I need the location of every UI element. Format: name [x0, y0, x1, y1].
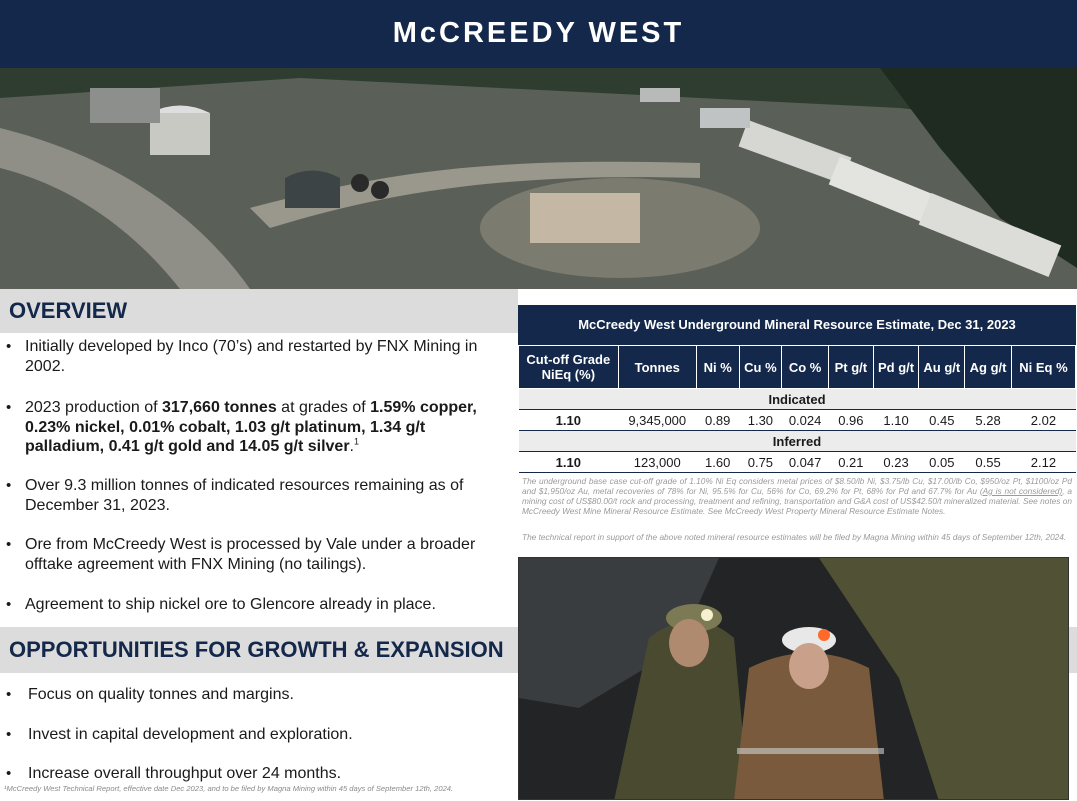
table-header-row: [519, 346, 1076, 389]
group-row-indicated: [519, 389, 1076, 410]
table-cell: 1.30: [739, 410, 782, 431]
opportunities-heading: OPPORTUNITIES FOR GROWTH & EXPANSION: [0, 627, 1077, 673]
column-header: Pt g/t: [828, 346, 873, 389]
table-note-2: The technical report in support of the above noted mineral resource estimates will be filed by Magna Mining within 45 days of September 12th, 2024.: [522, 532, 1067, 542]
table-row: [519, 410, 1076, 431]
table-cell: 5.28: [965, 410, 1012, 431]
resource-table: [518, 305, 1076, 473]
table-cell: 0.55: [965, 452, 1012, 473]
page-title: McCREEDY WEST: [0, 0, 1077, 68]
column-header: Cu %: [739, 346, 782, 389]
list-item: • Ore from McCreedy West is processed by Vale under a broader offtake agreement with FNX Mining (no tailings).: [6, 535, 498, 574]
table-cell: 1.10: [873, 410, 919, 431]
list-item: • Increase overall throughput over 24 months.: [6, 764, 498, 784]
overview-heading: OVERVIEW: [0, 289, 518, 333]
table-cell: 2.12: [1011, 452, 1075, 473]
list-item: • Over 9.3 million tonnes of indicated resources remaining as of December 31, 2023.: [6, 476, 498, 515]
group-row-inferred: [519, 431, 1076, 452]
footnote-ref: 1: [354, 436, 360, 447]
column-header: Ni Eq %: [1011, 346, 1075, 389]
column-header: Ag g/t: [965, 346, 1012, 389]
table-cell: 1.10: [519, 452, 619, 473]
column-header: Cut-off Grade NiEq (%): [519, 346, 619, 389]
table-cell: 1.60: [696, 452, 739, 473]
group-label: Indicated: [519, 389, 1076, 410]
table-cell: 0.024: [782, 410, 829, 431]
underground-miners-photo: [518, 557, 1069, 800]
table-note: The underground base case cut-off grade of 1.10% Ni Eq considers metal prices of $8.50/lb Ni, $3.75/lb Cu, $17.00/lb Co, $950/oz Pt, $1100/oz Pd and $1,950/oz Au, metal recoveries of 78% for Ni, 95.5% for Cu, 56% for Co, 69.2% for Pt, 68% for Pd and 67.7% for Au (Ag is not considered), a mining cost of US$80.00/t rock and processing, treatment and refining, transportation and G&A cost of US$42.50/t mineralized material. See notes on McCreedy West Mine Mineral Resource Estimate. See McCreedy West Property Mineral Resource Estimate Notes.: [522, 476, 1072, 516]
table-cell: 0.05: [919, 452, 965, 473]
group-label: Inferred: [519, 431, 1076, 452]
table-row: [519, 452, 1076, 473]
table-cell: 0.89: [696, 410, 739, 431]
table-cell: 1.10: [519, 410, 619, 431]
table-cell: 0.21: [828, 452, 873, 473]
table-title: McCreedy West Underground Mineral Resource Estimate, Dec 31, 2023: [518, 305, 1076, 345]
column-header: Tonnes: [618, 346, 696, 389]
table-cell: 0.75: [739, 452, 782, 473]
list-item: • Invest in capital development and exploration.: [6, 725, 498, 745]
aerial-mine-site-photo: [0, 68, 1077, 289]
column-header: Au g/t: [919, 346, 965, 389]
table-cell: 0.45: [919, 410, 965, 431]
table-cell: 0.96: [828, 410, 873, 431]
column-header: Pd g/t: [873, 346, 919, 389]
table-cell: 0.047: [782, 452, 829, 473]
list-item: • Agreement to ship nickel ore to Glencore already in place.: [6, 595, 498, 615]
list-item: • Initially developed by Inco (70’s) and restarted by FNX Mining in 2002.: [6, 337, 498, 376]
list-item: • Focus on quality tonnes and margins.: [6, 685, 498, 705]
table-cell: 123,000: [618, 452, 696, 473]
resource-table-grid: [518, 345, 1076, 473]
table-cell: 0.23: [873, 452, 919, 473]
list-item: • 2023 production of 317,660 tonnes at grades of 1.59% copper, 0.23% nickel, 0.01% cobalt, 1.03 g/t platinum, 1.34 g/t palladium, 0.41 g/t gold and 14.05 g/t silver.$^1$: [6, 398, 498, 457]
table-cell: 9,345,000: [618, 410, 696, 431]
column-header: Ni %: [696, 346, 739, 389]
footnote: ¹McCreedy West Technical Report, effective date Dec 2023, and to be filed by Magna Mining within 45 days of September 12th, 2024.: [4, 784, 454, 793]
table-cell: 2.02: [1011, 410, 1075, 431]
column-header: Co %: [782, 346, 829, 389]
